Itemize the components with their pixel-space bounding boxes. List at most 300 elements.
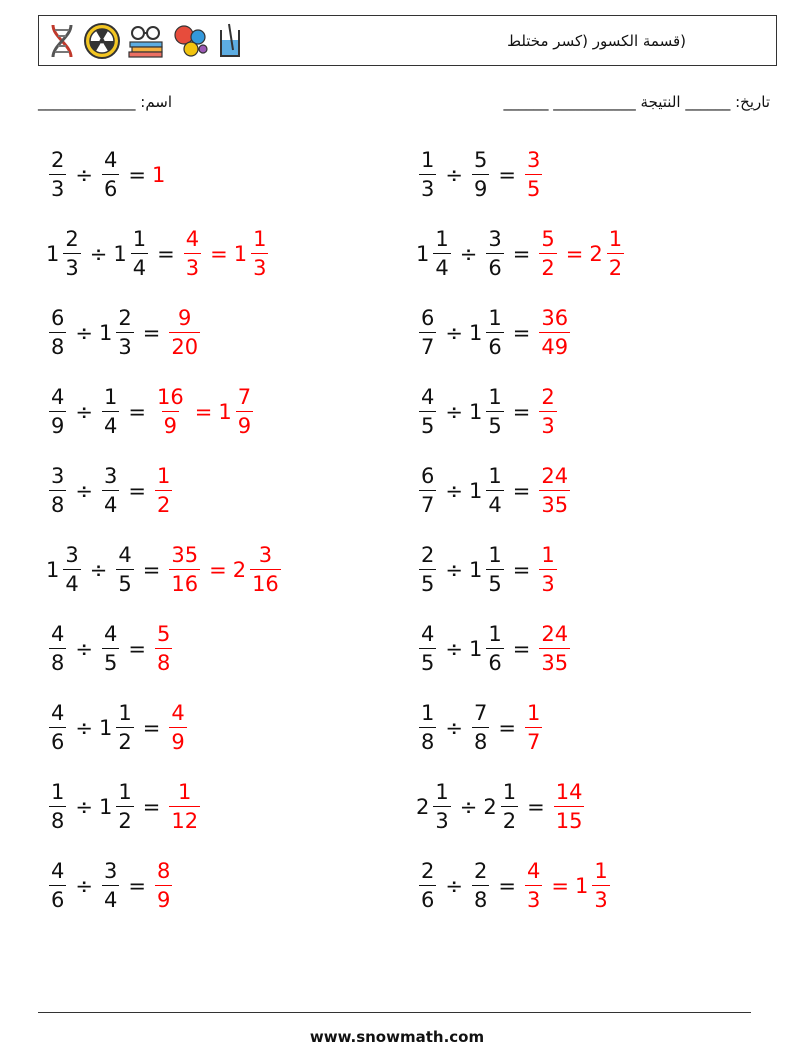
- divisor: [99, 861, 122, 911]
- answer-equals-sign: =: [565, 242, 584, 266]
- numerator: 36: [541, 306, 569, 330]
- denominator: 2: [116, 727, 133, 753]
- denominator: 3: [63, 253, 80, 279]
- problem-item: [46, 382, 256, 442]
- denominator: 5: [486, 569, 503, 595]
- fraction: [116, 308, 133, 358]
- fraction: [419, 624, 436, 674]
- whole-number: 2: [483, 795, 497, 819]
- answer-value: [181, 229, 204, 279]
- numerator: 4: [421, 385, 435, 409]
- divide-sign: ÷: [75, 163, 93, 187]
- denominator: 15: [554, 806, 585, 832]
- denominator: 8: [155, 648, 172, 674]
- divide-sign: ÷: [445, 637, 463, 661]
- numerator: 4: [51, 385, 65, 409]
- divide-sign: ÷: [445, 400, 463, 424]
- numerator: 24: [541, 622, 569, 646]
- numerator: 4: [118, 543, 132, 567]
- numerator: 9: [178, 306, 192, 330]
- fraction: [433, 782, 450, 832]
- answer: [166, 782, 203, 832]
- whole-number: 1: [468, 321, 483, 345]
- dividend: [416, 150, 439, 200]
- answer: [536, 624, 573, 674]
- fraction: [539, 545, 556, 595]
- equals-sign: =: [512, 400, 531, 424]
- denominator: 6: [419, 885, 436, 911]
- fraction: [419, 545, 436, 595]
- divisor: [469, 466, 507, 516]
- divide-sign: ÷: [89, 242, 108, 266]
- fraction: [102, 150, 119, 200]
- numerator: 1: [488, 306, 502, 330]
- fraction: [49, 466, 66, 516]
- denominator: 8: [472, 885, 489, 911]
- answer-value: [152, 861, 175, 911]
- problem-item: [46, 224, 271, 284]
- dividend: [46, 466, 69, 516]
- divisor: [99, 387, 122, 437]
- numerator: 1: [421, 148, 435, 172]
- answer: [522, 150, 545, 200]
- answer: [166, 703, 189, 753]
- answer-value: [522, 150, 545, 200]
- dna-icon: [47, 23, 77, 59]
- fraction: [116, 545, 133, 595]
- whole-number: 1: [218, 400, 232, 424]
- answer: [536, 466, 573, 516]
- fraction: [525, 703, 542, 753]
- denominator: 2: [607, 253, 624, 279]
- equals-sign: =: [157, 242, 175, 266]
- numerator: 1: [118, 780, 132, 804]
- divide-sign: ÷: [445, 716, 463, 740]
- denominator: 4: [102, 885, 119, 911]
- numerator: 1: [253, 227, 267, 251]
- fraction: [116, 703, 133, 753]
- whole-number: 2: [589, 242, 603, 266]
- equals-sign: =: [128, 637, 146, 661]
- answer-value: [166, 308, 203, 358]
- answer-value: [152, 387, 189, 437]
- fraction: [116, 782, 133, 832]
- fraction: [49, 150, 66, 200]
- molecule-icon: [171, 23, 209, 59]
- denominator: 16: [169, 569, 200, 595]
- denominator: 2: [539, 253, 556, 279]
- whole-number: 1: [46, 558, 60, 582]
- fraction: [539, 466, 570, 516]
- problem-item: [46, 777, 203, 837]
- numerator: 3: [65, 543, 79, 567]
- fraction: [49, 703, 66, 753]
- denominator: 9: [162, 411, 179, 437]
- fraction: [236, 387, 253, 437]
- numerator: 3: [258, 543, 273, 567]
- denominator: 3: [539, 411, 556, 437]
- answer: [536, 229, 627, 279]
- fraction: [525, 861, 542, 911]
- divisor: [469, 308, 507, 358]
- dividend: [416, 624, 439, 674]
- answer: [152, 387, 256, 437]
- numerator: 4: [103, 148, 118, 172]
- problem-item: [416, 777, 587, 837]
- problem-item: [416, 224, 627, 284]
- date-score-field: تاريخ: ______ النتيجة ___________ ______: [503, 93, 770, 111]
- divide-sign: ÷: [459, 242, 478, 266]
- numerator: 1: [435, 780, 449, 804]
- numerator: 4: [171, 701, 185, 725]
- answer-value: [166, 782, 203, 832]
- fraction: [49, 308, 66, 358]
- answer: [181, 229, 272, 279]
- denominator: 8: [472, 727, 489, 753]
- divisor: [469, 545, 507, 595]
- problem-item: [416, 619, 573, 679]
- divide-sign: ÷: [445, 163, 463, 187]
- fraction: [501, 782, 518, 832]
- numerator: 3: [103, 859, 118, 883]
- denominator: 5: [525, 174, 542, 200]
- numerator: 1: [488, 622, 502, 646]
- problem-item: [416, 382, 560, 442]
- fraction: [419, 150, 436, 200]
- divide-sign: ÷: [459, 795, 478, 819]
- numerator: 1: [132, 227, 147, 251]
- denominator: 7: [525, 727, 542, 753]
- equals-sign: =: [128, 874, 146, 898]
- numerator: 4: [103, 622, 118, 646]
- answer-value: [218, 387, 256, 437]
- divisor: [99, 466, 122, 516]
- equals-sign: =: [498, 716, 516, 740]
- numerator: 1: [421, 701, 435, 725]
- numerator: 2: [473, 859, 488, 883]
- answer-value: [166, 545, 203, 595]
- equals-sign: =: [128, 163, 146, 187]
- fraction: [525, 150, 542, 200]
- answer: [152, 466, 175, 516]
- dividend: [416, 861, 439, 911]
- fraction: [554, 782, 585, 832]
- fraction: [155, 861, 172, 911]
- numerator: 24: [541, 464, 569, 488]
- equals-sign: =: [527, 795, 545, 819]
- problem-item: [46, 856, 175, 916]
- divisor: [483, 782, 521, 832]
- numerator: 6: [51, 306, 65, 330]
- answer: [166, 545, 283, 595]
- answer-equals-sign: =: [209, 558, 227, 582]
- numerator: 4: [526, 859, 541, 883]
- numerator: 35: [171, 543, 199, 567]
- denominator: 3: [539, 569, 556, 595]
- dividend: [46, 545, 84, 595]
- denominator: 8: [49, 806, 66, 832]
- numerator: 1: [118, 701, 132, 725]
- numerator: 2: [65, 227, 79, 251]
- fraction: [251, 229, 268, 279]
- fraction: [155, 466, 172, 516]
- divisor: [113, 229, 151, 279]
- numerator: 1: [541, 543, 555, 567]
- fraction: [539, 229, 556, 279]
- denominator: 9: [49, 411, 66, 437]
- dividend: [46, 861, 69, 911]
- answer-value: [536, 624, 573, 674]
- numerator: 4: [51, 701, 65, 725]
- dividend: [46, 387, 69, 437]
- header-icons: [47, 22, 245, 60]
- denominator: 6: [486, 253, 503, 279]
- equals-sign: =: [142, 321, 161, 345]
- numerator: 2: [541, 385, 555, 409]
- numerator: 1: [526, 701, 541, 725]
- problem-item: [416, 856, 613, 916]
- numerator: 3: [526, 148, 541, 172]
- whole-number: 1: [98, 321, 113, 345]
- answer: [551, 782, 588, 832]
- whole-number: 1: [233, 242, 248, 266]
- divide-sign: ÷: [75, 874, 93, 898]
- whole-number: 1: [416, 242, 430, 266]
- denominator: 3: [184, 253, 201, 279]
- fraction: [486, 308, 503, 358]
- whole-number: 1: [98, 716, 113, 740]
- fraction: [131, 229, 148, 279]
- denominator: 8: [49, 332, 66, 358]
- answer-value: [536, 229, 559, 279]
- fraction: [433, 229, 450, 279]
- fraction: [539, 308, 570, 358]
- divide-sign: ÷: [75, 795, 93, 819]
- dividend: [416, 308, 439, 358]
- problem-item: [416, 698, 545, 758]
- numerator: 1: [502, 780, 517, 804]
- answer-value: [536, 308, 573, 358]
- dividend: [416, 466, 439, 516]
- whole-number: 1: [98, 795, 113, 819]
- divisor: [469, 150, 492, 200]
- equals-sign: =: [142, 795, 161, 819]
- fraction: [486, 466, 503, 516]
- equals-sign: =: [512, 479, 531, 503]
- denominator: 4: [63, 569, 80, 595]
- answer-value: [536, 545, 559, 595]
- denominator: 3: [592, 885, 609, 911]
- problem-item: [46, 619, 175, 679]
- numerator: 2: [118, 306, 132, 330]
- fraction: [49, 387, 66, 437]
- denominator: 3: [251, 253, 268, 279]
- numerator: 1: [156, 464, 171, 488]
- equals-sign: =: [142, 716, 161, 740]
- fraction: [419, 308, 436, 358]
- answer-value: [551, 782, 588, 832]
- numerator: 1: [178, 780, 192, 804]
- answer-value: [589, 229, 627, 279]
- answer-value: [233, 545, 284, 595]
- fraction: [169, 782, 200, 832]
- numerator: 6: [421, 306, 435, 330]
- denominator: 3: [525, 885, 542, 911]
- equals-sign: =: [128, 479, 146, 503]
- answer: [152, 624, 175, 674]
- fraction: [155, 387, 186, 437]
- fraction: [184, 229, 201, 279]
- dividend: [416, 545, 439, 595]
- denominator: 2: [116, 806, 133, 832]
- answer-value: [166, 703, 189, 753]
- fraction: [169, 308, 200, 358]
- fraction: [419, 387, 436, 437]
- fraction: [49, 861, 66, 911]
- numerator: 6: [421, 464, 435, 488]
- denominator: 16: [250, 569, 281, 595]
- dividend: [46, 703, 69, 753]
- denominator: 49: [539, 332, 570, 358]
- answer-value: [522, 861, 545, 911]
- numerator: 8: [156, 859, 171, 883]
- denominator: 5: [419, 648, 436, 674]
- dividend: [416, 229, 454, 279]
- fraction: [49, 782, 66, 832]
- denominator: 8: [419, 727, 436, 753]
- answer-equals-sign: =: [551, 874, 569, 898]
- numerator: 4: [51, 859, 65, 883]
- fraction: [472, 861, 489, 911]
- answer: [152, 163, 166, 187]
- denominator: 6: [102, 174, 119, 200]
- books-glasses-icon: [127, 23, 165, 59]
- fraction: [250, 545, 281, 595]
- denominator: 7: [419, 490, 436, 516]
- denominator: 2: [155, 490, 172, 516]
- fraction: [102, 861, 119, 911]
- fraction: [472, 150, 489, 200]
- dividend: [46, 150, 69, 200]
- denominator: 9: [155, 885, 172, 911]
- divisor: [99, 150, 122, 200]
- numerator: 1: [488, 543, 502, 567]
- dividend: [46, 229, 84, 279]
- answer: [152, 861, 175, 911]
- fraction: [49, 624, 66, 674]
- divisor: [469, 703, 492, 753]
- fraction: [102, 466, 119, 516]
- problem-item: [416, 540, 560, 600]
- fraction: [472, 703, 489, 753]
- whole-number: 1: [468, 479, 483, 503]
- divisor: [113, 545, 136, 595]
- answer: [522, 861, 613, 911]
- answer-equals-sign: =: [194, 400, 213, 424]
- dividend: [46, 308, 69, 358]
- dividend: [46, 782, 69, 832]
- problem-item: [46, 303, 203, 363]
- problem-item: [46, 145, 166, 205]
- numerator: 2: [421, 859, 435, 883]
- dividend: [416, 782, 454, 832]
- footer-divider: [38, 1012, 751, 1013]
- problem-item: [46, 461, 175, 521]
- answer-value: [234, 229, 272, 279]
- denominator: 4: [131, 253, 148, 279]
- numerator: 16: [156, 385, 184, 409]
- equals-sign: =: [512, 242, 531, 266]
- fraction: [63, 229, 80, 279]
- answer-value: [152, 163, 166, 187]
- equals-sign: =: [512, 558, 531, 582]
- answer-value: [152, 466, 175, 516]
- fraction: [486, 624, 503, 674]
- equals-sign: =: [512, 637, 531, 661]
- dividend: [416, 703, 439, 753]
- denominator: 6: [49, 727, 66, 753]
- divisor: [483, 229, 506, 279]
- denominator: 12: [169, 806, 200, 832]
- fraction: [592, 861, 609, 911]
- fraction: [539, 387, 556, 437]
- numerator: 14: [555, 780, 583, 804]
- problem-item: [416, 303, 573, 363]
- numerator: 4: [185, 227, 200, 251]
- fraction: [169, 703, 186, 753]
- divisor: [469, 861, 492, 911]
- dividend: [46, 624, 69, 674]
- numerator: 5: [156, 622, 171, 646]
- numerator: 1: [435, 227, 449, 251]
- denominator: 3: [419, 174, 436, 200]
- divide-sign: ÷: [445, 321, 463, 345]
- answer: [166, 308, 203, 358]
- divide-sign: ÷: [89, 558, 108, 582]
- whole-number: 2: [232, 558, 247, 582]
- numerator: 1: [488, 464, 502, 488]
- denominator: 4: [433, 253, 450, 279]
- fraction: [486, 545, 503, 595]
- footer-site: www.snowmath.com: [309, 1028, 485, 1046]
- numerator: 1: [103, 385, 118, 409]
- denominator: 9: [472, 174, 489, 200]
- divide-sign: ÷: [75, 716, 93, 740]
- numerator: 1: [594, 859, 608, 883]
- numerator: 7: [237, 385, 252, 409]
- numerator: 3: [51, 464, 65, 488]
- fraction: [169, 545, 200, 595]
- fraction: [486, 387, 503, 437]
- equals-sign: =: [498, 163, 516, 187]
- denominator: 7: [419, 332, 436, 358]
- equals-sign: =: [498, 874, 516, 898]
- denominator: 5: [419, 411, 436, 437]
- denominator: 3: [49, 174, 66, 200]
- denominator: 3: [116, 332, 133, 358]
- problem-item: [46, 540, 284, 600]
- fraction: [63, 545, 80, 595]
- fraction: [607, 229, 624, 279]
- numerator: 5: [473, 148, 488, 172]
- numerator: 3: [103, 464, 118, 488]
- fraction: [102, 387, 119, 437]
- divide-sign: ÷: [75, 400, 93, 424]
- answer: [522, 703, 545, 753]
- whole-number: 1: [46, 242, 60, 266]
- denominator: 8: [49, 490, 66, 516]
- numerator: 2: [421, 543, 435, 567]
